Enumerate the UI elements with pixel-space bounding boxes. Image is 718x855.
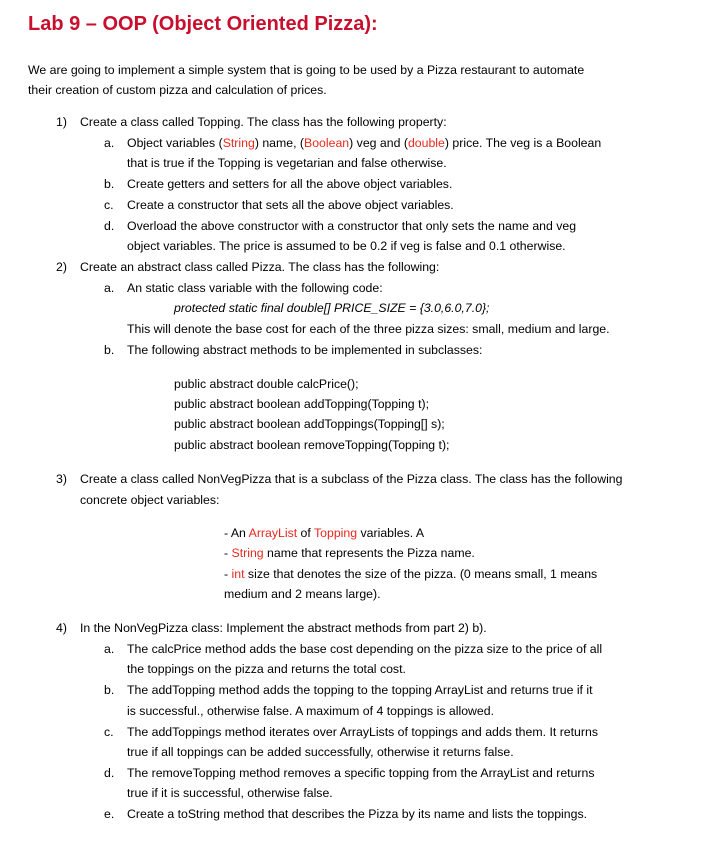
item-1d-line-2: object variables. The price is assumed to be 0.2 if veg is false and 0.1 otherwise. xyxy=(127,239,566,253)
item-1b-label: b. xyxy=(104,177,115,191)
keyword-string: String xyxy=(222,136,255,150)
item-2b-label: b. xyxy=(104,343,115,357)
item-4d-line-1: The removeTopping method removes a specific topping from the ArrayList and returns xyxy=(127,766,595,780)
keyword-int: int xyxy=(231,567,245,581)
item-2a-text: An static class variable with the following code: xyxy=(127,281,383,295)
item-4e-text: Create a toString method that describes the Pizza by its name and lists the toppings. xyxy=(127,807,588,821)
keyword-double: double xyxy=(407,136,445,150)
item-1c-label: c. xyxy=(104,198,114,212)
item-4a-line-1: The calcPrice method adds the base cost depending on the pizza size to the price of all xyxy=(127,642,603,656)
item-1a-line-1: Object variables (String) name, (Boolean) veg and (double) price. The veg is a Boolean xyxy=(127,136,602,150)
item-1d-line-1: Overload the above constructor with a constructor that only sets the name and veg xyxy=(127,219,577,233)
item-1a-line-2: that is true if the Topping is vegetarian and false otherwise. xyxy=(127,156,447,170)
section-2-number: 2) xyxy=(56,260,67,274)
section-1-text: Create a class called Topping. The class has the following property: xyxy=(80,115,447,129)
variable-size-line-2: medium and 2 means large). xyxy=(224,587,381,601)
keyword-string-2: String xyxy=(231,546,264,560)
method-add-toppings: public abstract boolean addToppings(Topping[] s); xyxy=(174,417,445,431)
section-4-number: 4) xyxy=(56,621,67,635)
method-calc-price: public abstract double calcPrice(); xyxy=(174,377,359,391)
section-2-text: Create an abstract class called Pizza. The class has the following: xyxy=(80,260,440,274)
item-2a-label: a. xyxy=(104,281,115,295)
intro-line-2: their creation of custom pizza and calculation of prices. xyxy=(28,83,327,97)
variable-arraylist: - An ArrayList of Topping variables. A xyxy=(224,526,425,540)
item-1c-text: Create a constructor that sets all the above object variables. xyxy=(127,198,454,212)
item-4c-line-2: true if all toppings can be added successfully, otherwise it returns false. xyxy=(127,745,514,759)
item-1d-label: d. xyxy=(104,219,115,233)
item-4d-line-2: true if it is successful, otherwise false. xyxy=(127,786,333,800)
item-4a-line-2: the toppings on the pizza and returns the total cost. xyxy=(127,662,406,676)
section-1-number: 1) xyxy=(56,115,67,129)
section-3-line-1: Create a class called NonVegPizza that is a subclass of the Pizza class. The class has the following xyxy=(80,472,623,486)
item-2a-after: This will denote the base cost for each of the three pizza sizes: small, medium and large. xyxy=(127,322,610,336)
intro-line-1: We are going to implement a simple system that is going to be used by a Pizza restaurant to automate xyxy=(28,63,585,77)
section-3-number: 3) xyxy=(56,472,67,486)
page-title: Lab 9 – OOP (Object Oriented Pizza): xyxy=(28,13,378,35)
section-4-text: In the NonVegPizza class: Implement the abstract methods from part 2) b). xyxy=(80,621,487,635)
variable-size: - int size that denotes the size of the pizza. (0 means small, 1 means xyxy=(224,567,598,581)
item-1a-label: a. xyxy=(104,136,115,150)
item-4e-label: e. xyxy=(104,807,115,821)
item-4c-label: c. xyxy=(104,725,114,739)
item-4c-line-1: The addToppings method iterates over ArrayLists of toppings and adds them. It returns xyxy=(127,725,598,739)
method-add-topping: public abstract boolean addTopping(Topping t); xyxy=(174,397,429,411)
price-size-code: protected static final double[] PRICE_SIZE = {3.0,6.0,7.0}; xyxy=(174,301,490,315)
keyword-topping: Topping xyxy=(314,526,358,540)
keyword-arraylist: ArrayList xyxy=(248,526,298,540)
item-2b-text: The following abstract methods to be implemented in subclasses: xyxy=(127,343,483,357)
section-3-line-2: concrete object variables: xyxy=(80,493,220,507)
item-4b-line-1: The addTopping method adds the topping to the topping ArrayList and returns true if it xyxy=(127,683,593,697)
method-remove-topping: public abstract boolean removeTopping(Topping t); xyxy=(174,438,450,452)
item-4b-line-2: is successful., otherwise false. A maximum of 4 toppings is allowed. xyxy=(127,704,495,718)
item-4b-label: b. xyxy=(104,683,115,697)
variable-name: - String name that represents the Pizza name. xyxy=(224,546,475,560)
item-1b-text: Create getters and setters for all the above object variables. xyxy=(127,177,453,191)
item-4d-label: d. xyxy=(104,766,115,780)
keyword-boolean: Boolean xyxy=(304,136,350,150)
item-4a-label: a. xyxy=(104,642,115,656)
